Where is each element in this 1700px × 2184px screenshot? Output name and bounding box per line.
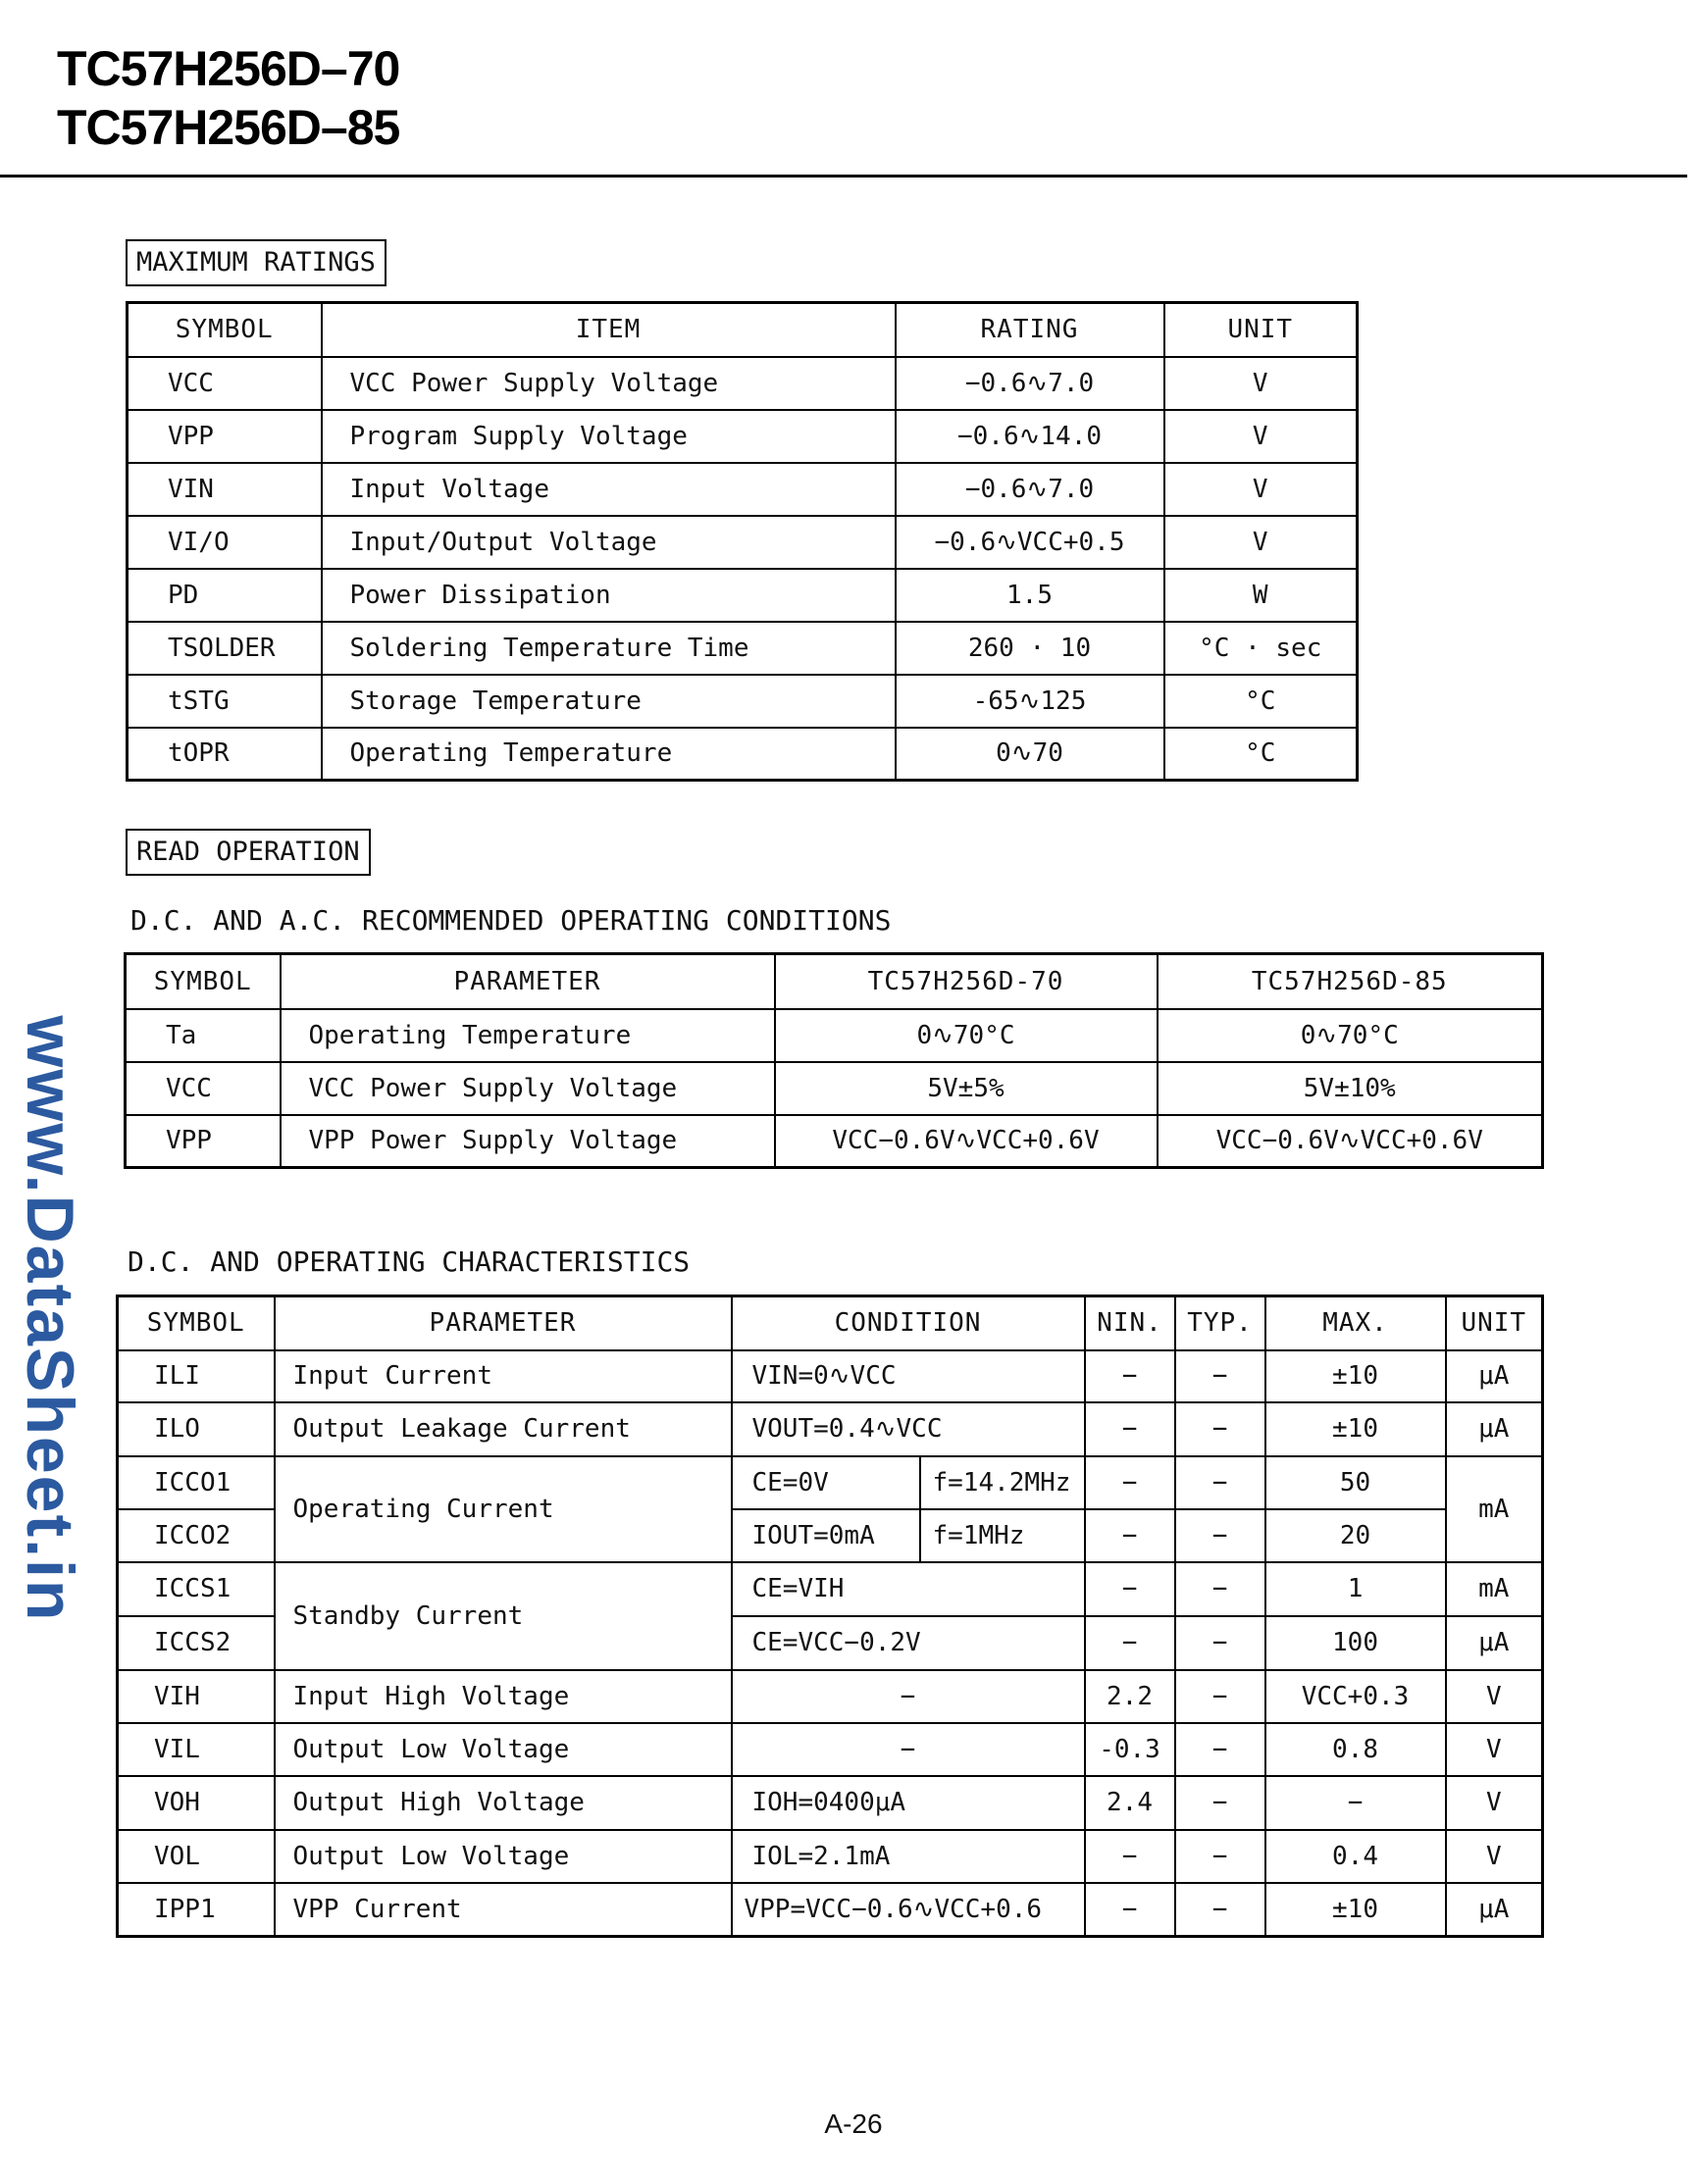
unit-cell: μA [1446, 1350, 1543, 1402]
parameter-cell: Input High Voltage [275, 1670, 732, 1723]
min-cell: − [1085, 1883, 1175, 1937]
symbol-cell: IPP1 [118, 1883, 275, 1937]
unit-cell: V [1446, 1723, 1543, 1776]
table-row [128, 516, 1358, 569]
parameter-cell: VPP Power Supply Voltage [281, 1115, 775, 1168]
table-row [118, 1776, 1543, 1830]
table-row [128, 410, 1358, 463]
max-cell: 0.4 [1265, 1830, 1446, 1883]
condition-cell: IOUT=0mA [732, 1509, 920, 1562]
table-row [126, 1009, 1543, 1062]
symbol-cell: VIL [118, 1723, 275, 1776]
min-cell: − [1085, 1830, 1175, 1883]
col-parameter: PARAMETER [275, 1296, 732, 1350]
unit-cell: V [1446, 1670, 1543, 1723]
rating-cell: −0.6∿7.0 [896, 357, 1164, 410]
table-row [118, 1402, 1543, 1456]
unit-cell: μA [1446, 1883, 1543, 1937]
typ-cell: − [1175, 1616, 1265, 1670]
watermark-text: www.DataSheet.in [13, 1015, 87, 1623]
parameter-cell: Input Current [275, 1350, 732, 1402]
value-85-cell: VCC−0.6V∿VCC+0.6V [1158, 1115, 1543, 1168]
table-row [118, 1670, 1543, 1723]
min-cell: − [1085, 1509, 1175, 1562]
parameter-cell: VCC Power Supply Voltage [281, 1062, 775, 1115]
condition-cell: − [732, 1670, 1085, 1723]
max-ratings-table [126, 301, 1359, 782]
symbol-cell: VCC [128, 357, 322, 410]
min-cell: − [1085, 1562, 1175, 1616]
parameter-cell: Operating Current [275, 1456, 732, 1562]
col-rating: RATING [896, 303, 1164, 357]
part-number-85: TC57H256D–85 [57, 100, 400, 155]
parameter-cell: Output Leakage Current [275, 1402, 732, 1456]
table-row [126, 1115, 1543, 1168]
max-ratings-label: MAXIMUM RATINGS [126, 239, 386, 286]
symbol-cell: ICCS1 [118, 1562, 275, 1616]
value-85-cell: 5V±10% [1158, 1062, 1543, 1115]
symbol-cell: PD [128, 569, 322, 622]
symbol-cell: Ta [126, 1009, 281, 1062]
col-unit: UNIT [1164, 303, 1358, 357]
dc-characteristics-table [116, 1295, 1544, 1938]
rating-cell: 0∿70 [896, 728, 1164, 781]
table-row [128, 463, 1358, 516]
table-row [128, 728, 1358, 781]
symbol-cell: ICCO2 [118, 1509, 275, 1562]
rating-cell: −0.6∿VCC+0.5 [896, 516, 1164, 569]
condition-cell: IOH=0400μA [732, 1776, 1085, 1830]
symbol-cell: VIH [118, 1670, 275, 1723]
col-condition: CONDITION [732, 1296, 1085, 1350]
rating-cell: 260 · 10 [896, 622, 1164, 675]
condition-cell: VOUT=0.4∿VCC [732, 1402, 1085, 1456]
min-cell: 2.2 [1085, 1670, 1175, 1723]
min-cell: − [1085, 1456, 1175, 1509]
col-unit: UNIT [1446, 1296, 1543, 1350]
symbol-cell: VPP [128, 410, 322, 463]
item-cell: Power Dissipation [322, 569, 896, 622]
table-row [118, 1883, 1543, 1937]
item-cell: Soldering Temperature Time [322, 622, 896, 675]
col-symbol: SYMBOL [118, 1296, 275, 1350]
symbol-cell: VI/O [128, 516, 322, 569]
unit-cell: V [1446, 1776, 1543, 1830]
symbol-cell: ICCO1 [118, 1456, 275, 1509]
document-header [57, 39, 399, 157]
symbol-cell: VCC [126, 1062, 281, 1115]
frequency-cell: f=1MHz [920, 1509, 1085, 1562]
read-operation-label: READ OPERATION [126, 829, 371, 876]
unit-cell: °C · sec [1164, 622, 1358, 675]
min-cell: 2.4 [1085, 1776, 1175, 1830]
watermark [13, 956, 87, 1682]
typ-cell: − [1175, 1830, 1265, 1883]
table-row [118, 1562, 1543, 1616]
symbol-cell: ILI [118, 1350, 275, 1402]
typ-cell: − [1175, 1509, 1265, 1562]
symbol-cell: VPP [126, 1115, 281, 1168]
parameter-cell: Output Low Voltage [275, 1830, 732, 1883]
typ-cell: − [1175, 1350, 1265, 1402]
table-row [128, 357, 1358, 410]
parameter-cell: Operating Temperature [281, 1009, 775, 1062]
col-typ: TYP. [1175, 1296, 1265, 1350]
condition-cell: VIN=0∿VCC [732, 1350, 1085, 1402]
rating-cell: -65∿125 [896, 675, 1164, 728]
unit-cell: V [1164, 463, 1358, 516]
unit-cell: mA [1446, 1562, 1543, 1616]
page-number: A-26 [824, 2108, 883, 2139]
value-70-cell: 0∿70°C [775, 1009, 1158, 1062]
max-cell: ±10 [1265, 1350, 1446, 1402]
symbol-cell: VOH [118, 1776, 275, 1830]
item-cell: Operating Temperature [322, 728, 896, 781]
max-cell: − [1265, 1776, 1446, 1830]
part-number-70: TC57H256D–70 [57, 41, 400, 96]
table-row [118, 1456, 1543, 1509]
col-symbol: SYMBOL [128, 303, 322, 357]
max-cell: ±10 [1265, 1883, 1446, 1937]
typ-cell: − [1175, 1723, 1265, 1776]
frequency-cell: f=14.2MHz [920, 1456, 1085, 1509]
unit-cell: μA [1446, 1616, 1543, 1670]
unit-cell: °C [1164, 728, 1358, 781]
min-cell: − [1085, 1402, 1175, 1456]
parameter-cell: VPP Current [275, 1883, 732, 1937]
parameter-cell: Output High Voltage [275, 1776, 732, 1830]
table-row [126, 1062, 1543, 1115]
rating-cell: −0.6∿7.0 [896, 463, 1164, 516]
dc-characteristics-title: D.C. AND OPERATING CHARACTERISTICS [128, 1245, 691, 1278]
recommended-conditions-table [124, 952, 1544, 1169]
col-symbol: SYMBOL [126, 954, 281, 1009]
item-cell: VCC Power Supply Voltage [322, 357, 896, 410]
min-cell: − [1085, 1616, 1175, 1670]
header-rule [0, 175, 1687, 178]
recommended-conditions-title: D.C. AND A.C. RECOMMENDED OPERATING CONDITIONS [130, 904, 892, 937]
table-row [128, 675, 1358, 728]
rating-cell: −0.6∿14.0 [896, 410, 1164, 463]
typ-cell: − [1175, 1402, 1265, 1456]
col-max: MAX. [1265, 1296, 1446, 1350]
parameter-cell: Standby Current [275, 1562, 732, 1670]
unit-cell: V [1164, 516, 1358, 569]
typ-cell: − [1175, 1776, 1265, 1830]
max-cell: 20 [1265, 1509, 1446, 1562]
typ-cell: − [1175, 1883, 1265, 1937]
col-min: NIN. [1085, 1296, 1175, 1350]
col-item: ITEM [322, 303, 896, 357]
rating-cell: 1.5 [896, 569, 1164, 622]
symbol-cell: tOPR [128, 728, 322, 781]
value-70-cell: 5V±5% [775, 1062, 1158, 1115]
unit-cell: mA [1446, 1456, 1543, 1562]
table-row [118, 1723, 1543, 1776]
table-row [128, 622, 1358, 675]
col-tc57h256d-85: TC57H256D-85 [1158, 954, 1543, 1009]
item-cell: Input/Output Voltage [322, 516, 896, 569]
unit-cell: μA [1446, 1402, 1543, 1456]
symbol-cell: TSOLDER [128, 622, 322, 675]
item-cell: Program Supply Voltage [322, 410, 896, 463]
max-cell: 0.8 [1265, 1723, 1446, 1776]
item-cell: Storage Temperature [322, 675, 896, 728]
unit-cell: W [1164, 569, 1358, 622]
min-cell: -0.3 [1085, 1723, 1175, 1776]
value-70-cell: VCC−0.6V∿VCC+0.6V [775, 1115, 1158, 1168]
unit-cell: V [1164, 410, 1358, 463]
unit-cell: V [1164, 357, 1358, 410]
col-tc57h256d-70: TC57H256D-70 [775, 954, 1158, 1009]
symbol-cell: VIN [128, 463, 322, 516]
max-cell: 50 [1265, 1456, 1446, 1509]
max-cell: ±10 [1265, 1402, 1446, 1456]
item-cell: Input Voltage [322, 463, 896, 516]
col-parameter: PARAMETER [281, 954, 775, 1009]
condition-cell: IOL=2.1mA [732, 1830, 1085, 1883]
parameter-cell: Output Low Voltage [275, 1723, 732, 1776]
symbol-cell: ILO [118, 1402, 275, 1456]
condition-cell: CE=VCC−0.2V [732, 1616, 1085, 1670]
table-row [118, 1350, 1543, 1402]
max-cell: 1 [1265, 1562, 1446, 1616]
condition-cell: CE=VIH [732, 1562, 1085, 1616]
min-cell: − [1085, 1350, 1175, 1402]
typ-cell: − [1175, 1670, 1265, 1723]
unit-cell: V [1446, 1830, 1543, 1883]
table-row [118, 1830, 1543, 1883]
condition-cell: − [732, 1723, 1085, 1776]
symbol-cell: ICCS2 [118, 1616, 275, 1670]
condition-cell: VPP=VCC−0.6∿VCC+0.6 [732, 1883, 1085, 1937]
symbol-cell: tSTG [128, 675, 322, 728]
typ-cell: − [1175, 1562, 1265, 1616]
condition-cell: CE=0V [732, 1456, 920, 1509]
max-cell: VCC+0.3 [1265, 1670, 1446, 1723]
typ-cell: − [1175, 1456, 1265, 1509]
symbol-cell: VOL [118, 1830, 275, 1883]
unit-cell: °C [1164, 675, 1358, 728]
max-cell: 100 [1265, 1616, 1446, 1670]
table-row [128, 569, 1358, 622]
value-85-cell: 0∿70°C [1158, 1009, 1543, 1062]
